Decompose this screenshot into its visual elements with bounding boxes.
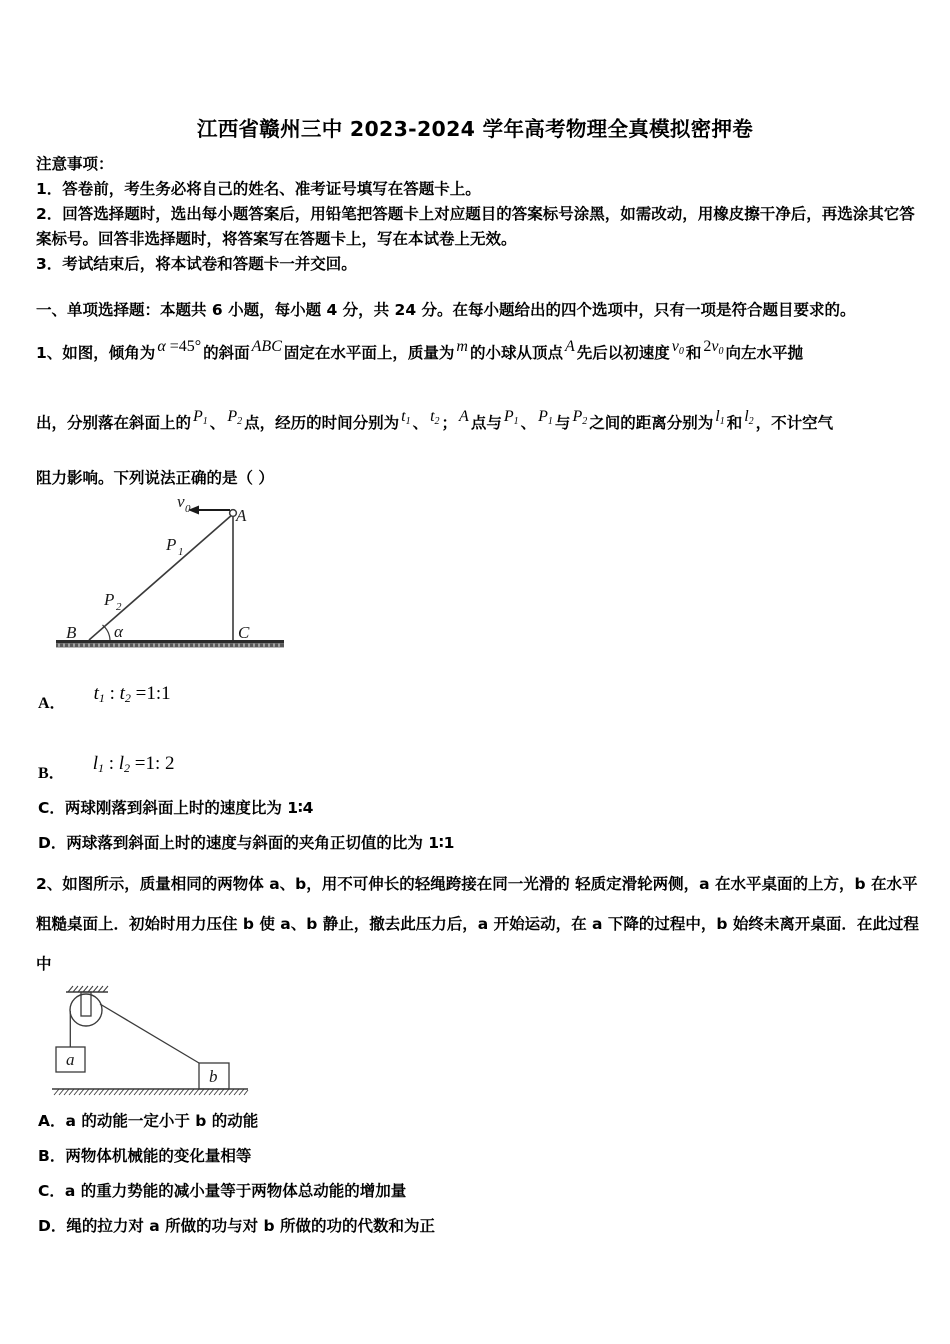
q1-math-alpha: α =45° bbox=[157, 338, 202, 355]
question-1-option-b[interactable] bbox=[38, 753, 175, 785]
svg-text:0: 0 bbox=[185, 503, 191, 515]
q1-math-t1: $t_1$ bbox=[401, 408, 411, 427]
q1-text-f: 和 bbox=[685, 344, 702, 362]
option-a-letter: A． bbox=[38, 695, 66, 712]
svg-text:P: P bbox=[104, 590, 115, 609]
q1-text-e: 先后以初速度 bbox=[576, 344, 670, 362]
pulley-system-figure bbox=[48, 985, 288, 1107]
notice-heading: 注意事项： bbox=[36, 155, 114, 173]
q1-text-2b: 、 bbox=[209, 414, 226, 432]
label-velocity-v0 bbox=[177, 492, 191, 515]
q1-math-point-a: A bbox=[564, 338, 575, 355]
section-heading: 一、单项选择题：本题共 6 小题，每小题 4 分，共 24 分。在每小题给出的四个选项中，只有一项是符合题目要求的。 bbox=[36, 301, 856, 319]
svg-text:P: P bbox=[166, 535, 177, 554]
q1-math-p1c: $P_1$ bbox=[538, 408, 553, 427]
question-1-line-1 bbox=[36, 330, 936, 382]
q1-text-2k: ，不计空气 bbox=[755, 414, 834, 432]
q1-math-p2: $P_2$ bbox=[227, 408, 243, 427]
q1-text-2a: 出，分别落在斜面上的 bbox=[36, 414, 192, 432]
question-1-option-c[interactable]: C．两球刚落到斜面上时的速度比为 1∶4 bbox=[38, 799, 314, 817]
q1-math-p1b: $P_1$ bbox=[503, 408, 519, 427]
svg-text:1: 1 bbox=[178, 546, 184, 558]
q1-text-2e: ； bbox=[441, 414, 458, 432]
svg-text:v: v bbox=[177, 492, 185, 511]
question-1-number: 1、 bbox=[36, 344, 63, 362]
question-2-text bbox=[36, 864, 928, 984]
notice-item-1: 1．答卷前，考生务必将自己的姓名、准考证号填写在答题卡上。 bbox=[36, 180, 481, 198]
q1-text-g: 向左水平抛 bbox=[725, 344, 804, 362]
question-1-option-d[interactable]: D．两球落到斜面上时的速度与斜面的夹角正切值的比为 1∶1 bbox=[38, 834, 455, 852]
q1-text-2c: 点，经历的时间分别为 bbox=[244, 414, 400, 432]
question-2-option-c[interactable]: C．a 的重力势能的减小量等于两物体总动能的增加量 bbox=[38, 1182, 407, 1200]
q1-math-t2: $t_2$ bbox=[430, 408, 440, 427]
svg-text:2: 2 bbox=[116, 601, 122, 613]
incline-triangle-figure bbox=[48, 492, 338, 660]
label-block-a: a bbox=[66, 1050, 75, 1069]
q1-text-2f: 点与 bbox=[470, 414, 502, 432]
label-point-p1 bbox=[165, 535, 184, 558]
label-vertex-a: A bbox=[236, 506, 247, 525]
q1-text-2g: 、 bbox=[520, 414, 537, 432]
q1-text-2j: 和 bbox=[726, 414, 743, 432]
q1-math-v0: $v_0$ bbox=[671, 338, 684, 357]
label-angle-alpha: α bbox=[114, 622, 123, 641]
q1-text-a: 如图，倾角为 bbox=[62, 344, 156, 362]
q1-text-2d: 、 bbox=[412, 414, 429, 432]
question-1-line-3: 阻力影响。下列说法正确的是（ ） bbox=[36, 469, 274, 487]
q1-math-p1: $P_1$ bbox=[193, 408, 208, 427]
notice-block bbox=[36, 152, 920, 277]
label-vertex-c: C bbox=[238, 623, 250, 642]
q1-text-2h: 与 bbox=[554, 414, 571, 432]
page-title: 江西省赣州三中 2023-2024 学年高考物理全真模拟密押卷 bbox=[196, 117, 754, 141]
label-point-p2 bbox=[103, 590, 122, 613]
label-vertex-b: B bbox=[66, 623, 77, 642]
question-2-option-a[interactable]: A．a 的动能一定小于 b 的动能 bbox=[38, 1112, 259, 1130]
q1-math-p2b: $P_2$ bbox=[572, 408, 588, 427]
q1-math-l2: $l_2$ bbox=[744, 408, 754, 427]
option-b-letter: B． bbox=[38, 765, 65, 782]
question-1-line-2 bbox=[36, 400, 936, 452]
option-b-math: $l_1$ : $l_2 =1$: 2 bbox=[92, 753, 175, 775]
q1-math-point-a2: A bbox=[459, 408, 469, 425]
question-2-option-d[interactable]: D．绳的拉力对 a 所做的功与对 b 所做的功的代数和为正 bbox=[38, 1217, 436, 1235]
q1-text-2i: 之间的距离分别为 bbox=[589, 414, 714, 432]
q1-math-m: m bbox=[456, 338, 468, 355]
option-a-math: $t_1$ : $t_2$ =1:1 bbox=[93, 683, 171, 705]
q1-text-c: 固定在水平面上，质量为 bbox=[283, 344, 455, 362]
question-2-number: 2、 bbox=[36, 875, 63, 893]
label-block-b: b bbox=[209, 1067, 218, 1086]
notice-item-3: 3．考试结束后，将本试卷和答题卡一并交回。 bbox=[36, 255, 357, 273]
q1-text-b: 的斜面 bbox=[203, 344, 250, 362]
q1-math-l1: $l_1$ bbox=[715, 408, 725, 427]
q1-math-2v0: $2v_0$ bbox=[703, 338, 724, 357]
q1-math-abc: ABC bbox=[251, 338, 282, 355]
question-1-option-a[interactable] bbox=[38, 683, 171, 715]
notice-item-2: 2．回答选择题时，选出每小题答案后，用铅笔把答题卡上对应题目的答案标号涂黑，如需改动，用橡皮擦干净后，再选涂其它答案标号。回答非选择题时，将答案写在答题卡上，写在本试卷上无效。 bbox=[36, 205, 915, 248]
q1-text-d: 的小球从顶点 bbox=[469, 344, 563, 362]
question-2-body: 如图所示，质量相同的两物体 a、b，用不可伸长的轻绳跨接在同一光滑的 轻质定滑轮两侧，a 在水平桌面的上方，b 在水平粗糙桌面上．初始时用力压住 b 使 a、b 静止，撤去此压力后，a 开始运动，在 a 下降的过程中，b 始终未离开桌面．在此过程中 bbox=[36, 875, 919, 973]
question-2-option-b[interactable]: B．两物体机械能的变化量相等 bbox=[38, 1147, 252, 1165]
